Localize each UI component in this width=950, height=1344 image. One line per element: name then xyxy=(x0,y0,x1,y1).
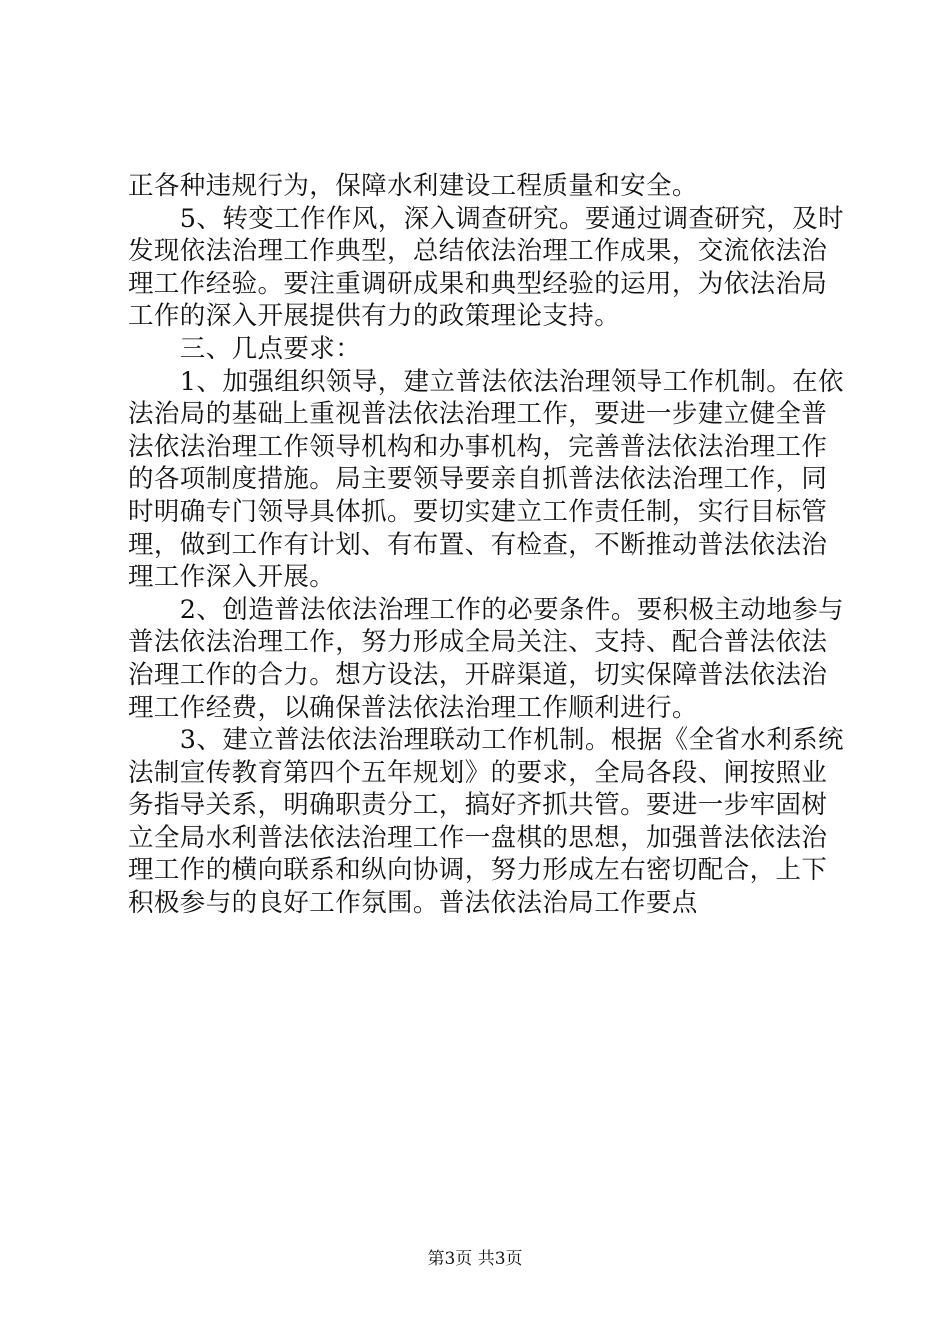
section-heading: 三、几点要求： xyxy=(128,333,362,364)
text-line: 5、转变工作作风，深入调查研究。要通过调查研究，及时 xyxy=(128,203,844,234)
text-line: 立全局水利普法依法治理工作一盘棋的思想，加强普法依法治 xyxy=(128,822,828,853)
text-line: 的各项制度措施。局主要领导要亲自抓普法依法治理工作，同 xyxy=(128,464,828,495)
text-line: 3、建立普法依法治理联动工作机制。根据《全省水利系统 xyxy=(128,725,844,756)
text-line: 法制宣传教育第四个五年规划》的要求，全局各段、闸按照业 xyxy=(128,757,828,788)
text-line: 治理工作的合力。想方设法，开辟渠道，切实保障普法依法治 xyxy=(128,659,828,690)
text-line: 普法依法治理工作，努力形成全局关注、支持、配合普法依法 xyxy=(128,627,828,658)
text-line: 积极参与的良好工作氛围。普法依法治局工作要点 xyxy=(128,888,698,919)
text-line: 正各种违规行为，保障水利建设工程质量和安全。 xyxy=(128,171,698,201)
text-line: 时明确专门领导具体抓。要切实建立工作责任制，实行目标管 xyxy=(128,496,828,527)
text-line: 理工作经验。要注重调研成果和典型经验的运用，为依法治局 xyxy=(128,268,828,299)
text-line: 2、创造普法依法治理工作的必要条件。要积极主动地参与 xyxy=(128,594,844,625)
document-body xyxy=(128,170,844,920)
text-line: 法治局的基础上重视普法依法治理工作，要进一步建立健全普 xyxy=(128,399,828,430)
text-line: 1、加强组织领导，建立普法依法治理领导工作机制。在依 xyxy=(128,366,844,397)
text-line: 理工作的横向联系和纵向协调，努力形成左右密切配合，上下 xyxy=(128,855,828,886)
text-line: 法依法治理工作领导机构和办事机构，完善普法依法治理工作 xyxy=(128,431,828,462)
text-line: 发现依法治理工作典型，总结依法治理工作成果，交流依法治 xyxy=(128,236,828,267)
text-line: 工作的深入开展提供有力的政策理论支持。 xyxy=(128,301,621,332)
text-line: 务指导关系，明确职责分工，搞好齐抓共管。要进一步牢固树 xyxy=(128,790,828,821)
text-line: 理工作经费，以确保普法依法治理工作顺利进行。 xyxy=(128,692,698,723)
page-number: 第3页 共3页 xyxy=(427,1249,523,1269)
text-line: 理工作深入开展。 xyxy=(128,562,336,593)
text-line: 理，做到工作有计划、有布置、有检查，不断推动普法依法治 xyxy=(128,529,828,560)
